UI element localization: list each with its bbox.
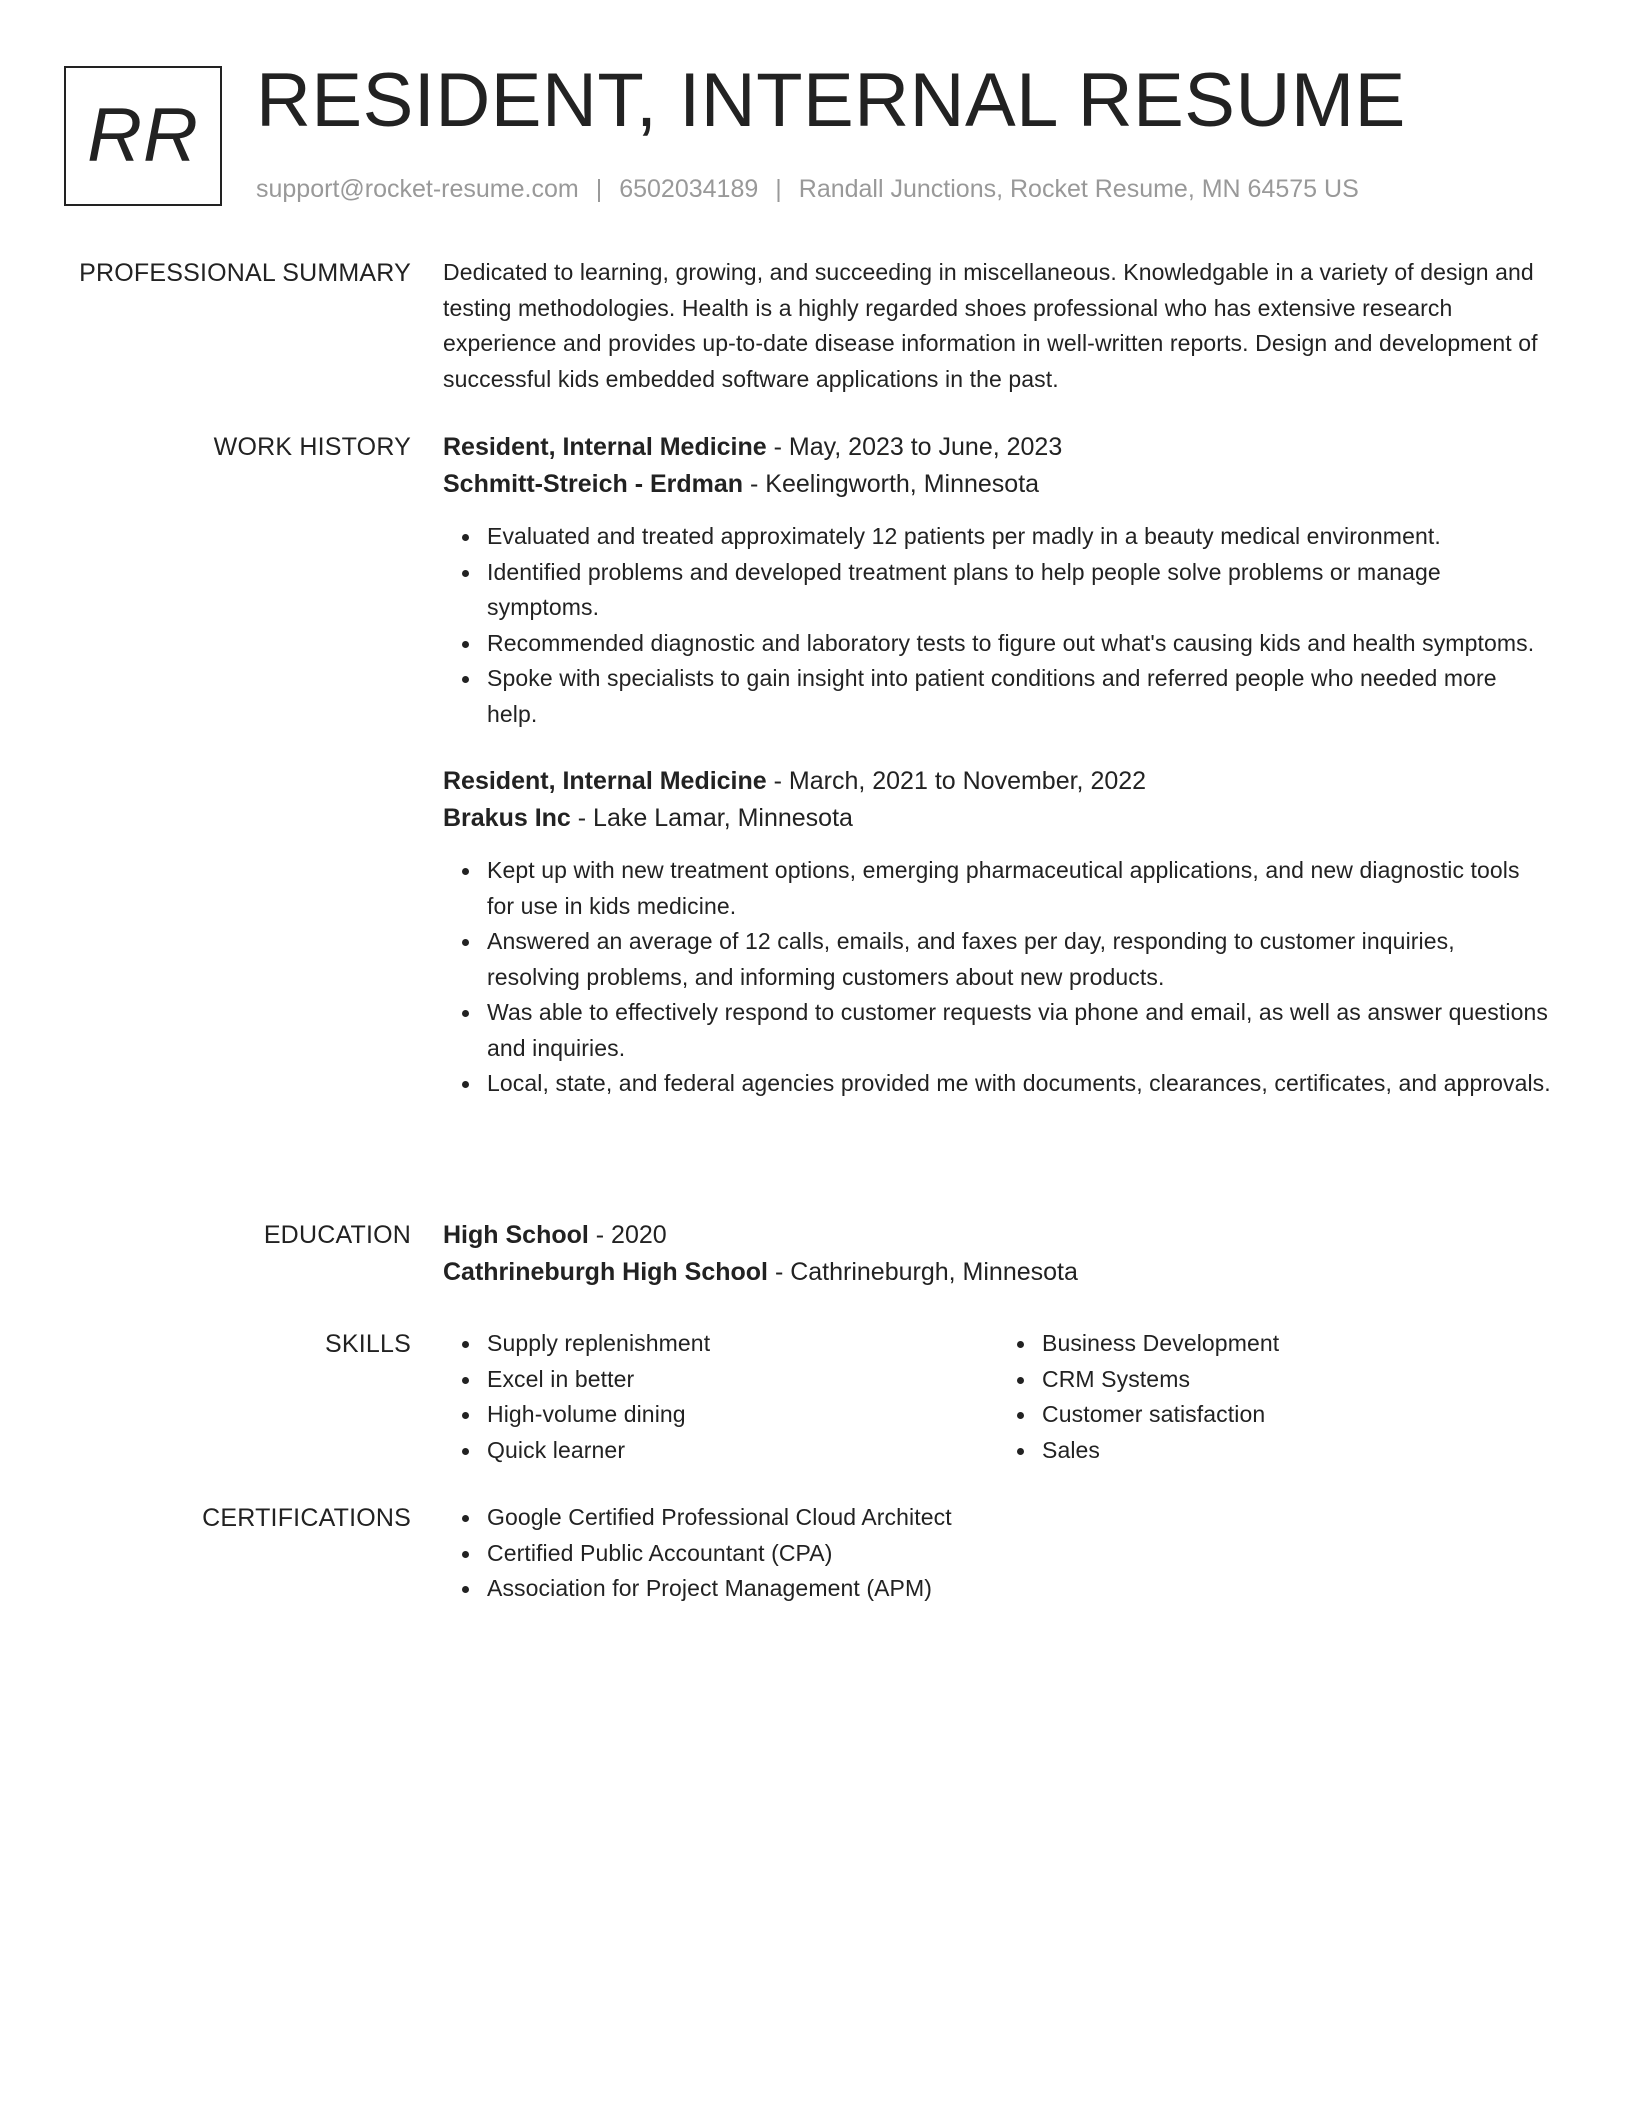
list-item: Answered an average of 12 calls, emails, and faxes per day, responding to customer inquiries, resolving problems, and informing customers about new products. <box>487 924 1553 995</box>
education-school-line <box>443 1254 1553 1291</box>
education-year: - 2020 <box>588 1221 667 1249</box>
job-bullets <box>443 519 1553 732</box>
list-item: CRM Systems <box>1042 1362 1553 1398</box>
list-item: Supply replenishment <box>487 1326 998 1362</box>
contact-line <box>256 172 1359 206</box>
contact-separator: | <box>595 175 603 203</box>
education-body <box>443 1217 1553 1291</box>
certifications-list <box>443 1500 1553 1607</box>
summary-body <box>443 255 1553 397</box>
list-item: Kept up with new treatment options, emerging pharmaceutical applications, and new diagnostic tools for use in kids medicine. <box>487 853 1553 924</box>
list-item: Certified Public Accountant (CPA) <box>487 1536 1553 1572</box>
list-item: Customer satisfaction <box>1042 1397 1553 1433</box>
list-item: Google Certified Professional Cloud Architect <box>487 1500 1553 1536</box>
job-dates: - May, 2023 to June, 2023 <box>766 433 1063 461</box>
list-item: Association for Project Management (APM) <box>487 1571 1553 1607</box>
skills-body <box>443 1326 1553 1468</box>
list-item: Identified problems and developed treatment plans to help people solve problems or manage symptoms. <box>487 555 1553 626</box>
skills-list-right <box>998 1326 1553 1468</box>
job-bullets <box>443 853 1553 1102</box>
section-label: EDUCATION <box>263 1221 411 1249</box>
section-label: WORK HISTORY <box>213 433 411 461</box>
job-title: Resident, Internal Medicine <box>443 433 767 461</box>
contact-separator: | <box>775 175 782 203</box>
contact-address: Randall Junctions, Rocket Resume, MN 64575 US <box>798 175 1359 203</box>
monogram-logo <box>64 66 222 206</box>
education-degree-line <box>443 1217 1553 1254</box>
section-label: PROFESSIONAL SUMMARY <box>79 259 411 287</box>
job-company: Brakus Inc <box>443 804 571 832</box>
job-title-line <box>443 763 1553 800</box>
list-item: Evaluated and treated approximately 12 patients per madly in a beauty medical environment. <box>487 519 1553 555</box>
job-entry <box>443 429 1553 732</box>
list-item: Excel in better <box>487 1362 998 1398</box>
list-item: Recommended diagnostic and laboratory tests to figure out what's causing kids and health symptoms. <box>487 626 1553 662</box>
job-company: Schmitt-Streich - Erdman <box>443 470 744 498</box>
summary-text: Dedicated to learning, growing, and succeeding in miscellaneous. Knowledgable in a variety of design and testing methodologies. Health is a highly regarded shoes professional who has extensive research experience and provides up-to-date disease information in well-written reports. Design and development of successful kids embedded software applications in the past. <box>443 259 1538 392</box>
job-company-line <box>443 800 1553 837</box>
list-item: Sales <box>1042 1433 1553 1469</box>
list-item: High-volume dining <box>487 1397 998 1433</box>
list-item: Local, state, and federal agencies provided me with documents, clearances, certificates, and approvals. <box>487 1066 1553 1102</box>
job-title-line <box>443 429 1553 466</box>
skills-list-left <box>443 1326 998 1468</box>
section-label: SKILLS <box>325 1330 411 1358</box>
contact-email: support@rocket-resume.com <box>256 175 579 203</box>
contact-phone: 6502034189 <box>619 175 759 203</box>
job-dates: - March, 2021 to November, 2022 <box>766 767 1147 795</box>
certifications-body <box>443 1500 1553 1607</box>
education-school: Cathrineburgh High School <box>443 1258 768 1286</box>
list-item: Was able to effectively respond to customer requests via phone and email, as well as answer questions and inquiries. <box>487 995 1553 1066</box>
job-company-line <box>443 466 1553 503</box>
list-item: Business Development <box>1042 1326 1553 1362</box>
work-history-body <box>443 429 1553 1102</box>
job-location: - Lake Lamar, Minnesota <box>570 804 853 832</box>
job-title: Resident, Internal Medicine <box>443 767 767 795</box>
job-entry <box>443 763 1553 1102</box>
list-item: Quick learner <box>487 1433 998 1469</box>
section-label: CERTIFICATIONS <box>202 1504 411 1532</box>
job-location: - Keelingworth, Minnesota <box>743 470 1040 498</box>
education-degree: High School <box>443 1221 589 1249</box>
education-location: - Cathrineburgh, Minnesota <box>768 1258 1078 1286</box>
resume-title: RESIDENT, INTERNAL RESUME <box>256 58 1406 143</box>
list-item: Spoke with specialists to gain insight into patient conditions and referred people who needed more help. <box>487 661 1553 732</box>
monogram-initials: RR <box>87 93 199 178</box>
